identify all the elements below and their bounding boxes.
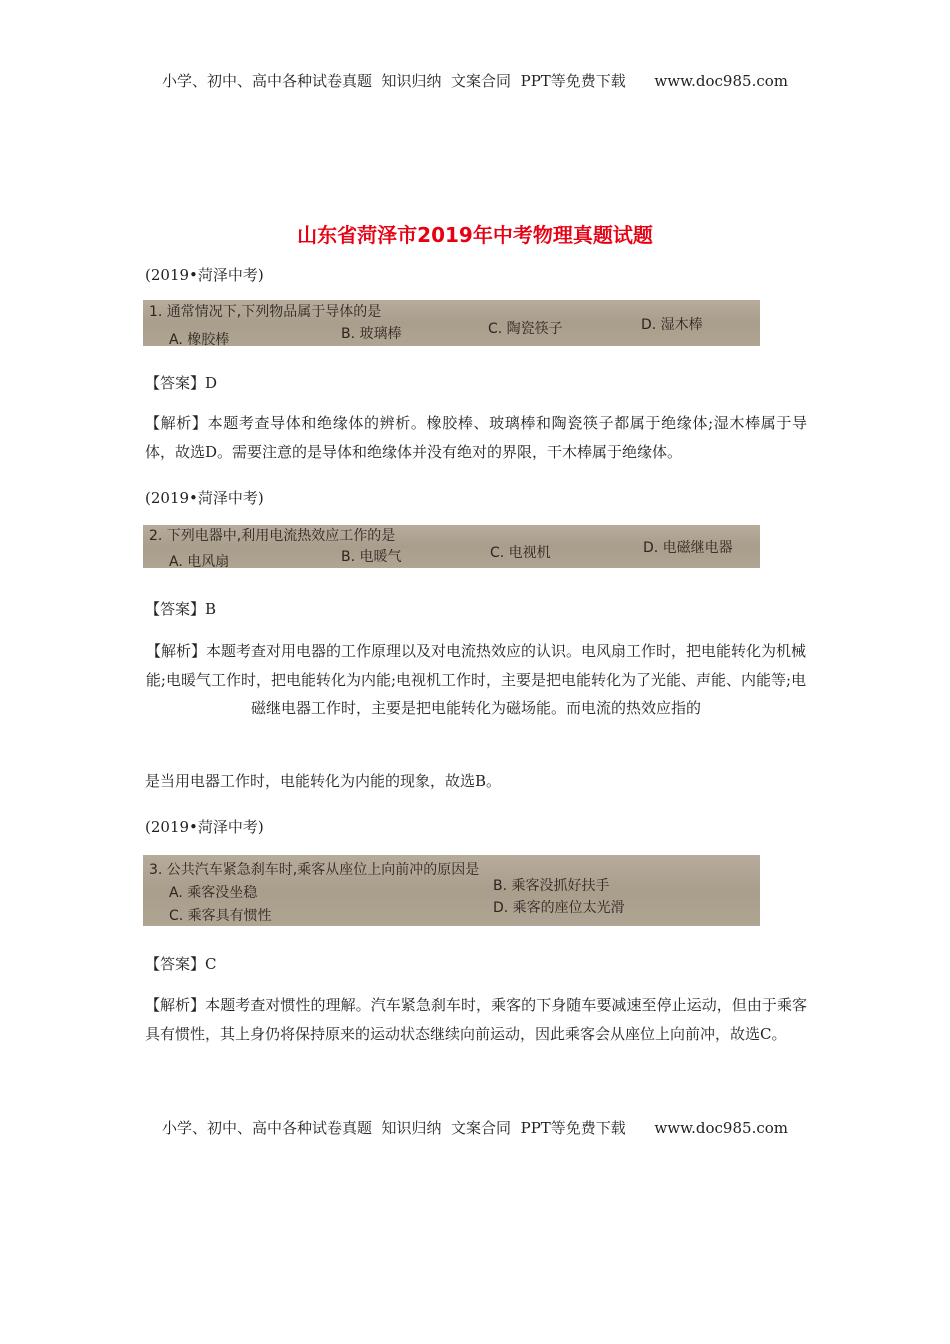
question-image <box>143 855 760 926</box>
option-c: C. 乘客具有惯性 <box>169 908 272 924</box>
question-source: (2019•菏泽中考) <box>145 266 264 284</box>
answer: 【答案】C <box>145 955 217 973</box>
option-a: A. 电风扇 <box>169 554 230 568</box>
question-image <box>143 300 760 346</box>
question-stem: 2. 下列电器中,利用电流热效应工作的是 <box>149 528 396 544</box>
option-c: C. 陶瓷筷子 <box>488 321 563 337</box>
page-title: 山东省菏泽市2019年中考物理真题试题 <box>297 223 653 247</box>
question-source: (2019•菏泽中考) <box>145 489 264 507</box>
option-b: B. 玻璃棒 <box>341 326 402 342</box>
option-d: D. 湿木棒 <box>641 317 703 333</box>
option-c: C. 电视机 <box>490 545 551 561</box>
page-header: 小学、初中、高中各种试卷真题 知识归纳 文案合同 PPT等免费下载 www.doc985.com <box>161 72 788 90</box>
option-a: A. 乘客没坐稳 <box>169 885 258 901</box>
answer: 【答案】D <box>145 374 218 392</box>
option-d: D. 电磁继电器 <box>643 540 733 556</box>
page-footer: 小学、初中、高中各种试卷真题 知识归纳 文案合同 PPT等免费下载 www.doc985.com <box>161 1119 788 1137</box>
answer: 【答案】B <box>145 600 217 618</box>
question-image <box>143 525 760 568</box>
analysis: 【解析】本题考查对惯性的理解。汽车紧急刹车时，乘客的下身随车要减速至停止运动，但由于乘客具有惯性，其上身仍将保持原来的运动状态继续向前运动，因此乘客会从座位上向前冲，故选C。 <box>145 996 807 1043</box>
question-stem: 3. 公共汽车紧急刹车时,乘客从座位上向前冲的原因是 <box>149 862 480 878</box>
question-stem: 1. 通常情况下,下列物品属于导体的是 <box>149 304 382 320</box>
option-b: B. 电暖气 <box>341 549 402 565</box>
analysis: 【解析】本题考查对用电器的工作原理以及对电流热效应的认识。电风扇工作时，把电能转化为机械能;电暖气工作时，把电能转化为内能;电视机工作时，主要是把电能转化为了光能、声能、内能等;电磁继电器工作时，主要是把电能转化为磁场能。而电流的热效应指的 <box>145 642 807 717</box>
option-d: D. 乘客的座位太光滑 <box>493 900 625 916</box>
analysis: 【解析】本题考查导体和绝缘体的辨析。橡胶棒、玻璃棒和陶瓷筷子都属于绝缘体;湿木棒属于导体，故选D。需要注意的是导体和绝缘体并没有绝对的界限，干木棒属于绝缘体。 <box>145 414 807 461</box>
option-a: A. 橡胶棒 <box>169 332 230 346</box>
analysis-continuation: 是当用电器工作时，电能转化为内能的现象，故选B。 <box>145 772 502 790</box>
question-source: (2019•菏泽中考) <box>145 818 264 836</box>
option-b: B. 乘客没抓好扶手 <box>493 878 610 894</box>
